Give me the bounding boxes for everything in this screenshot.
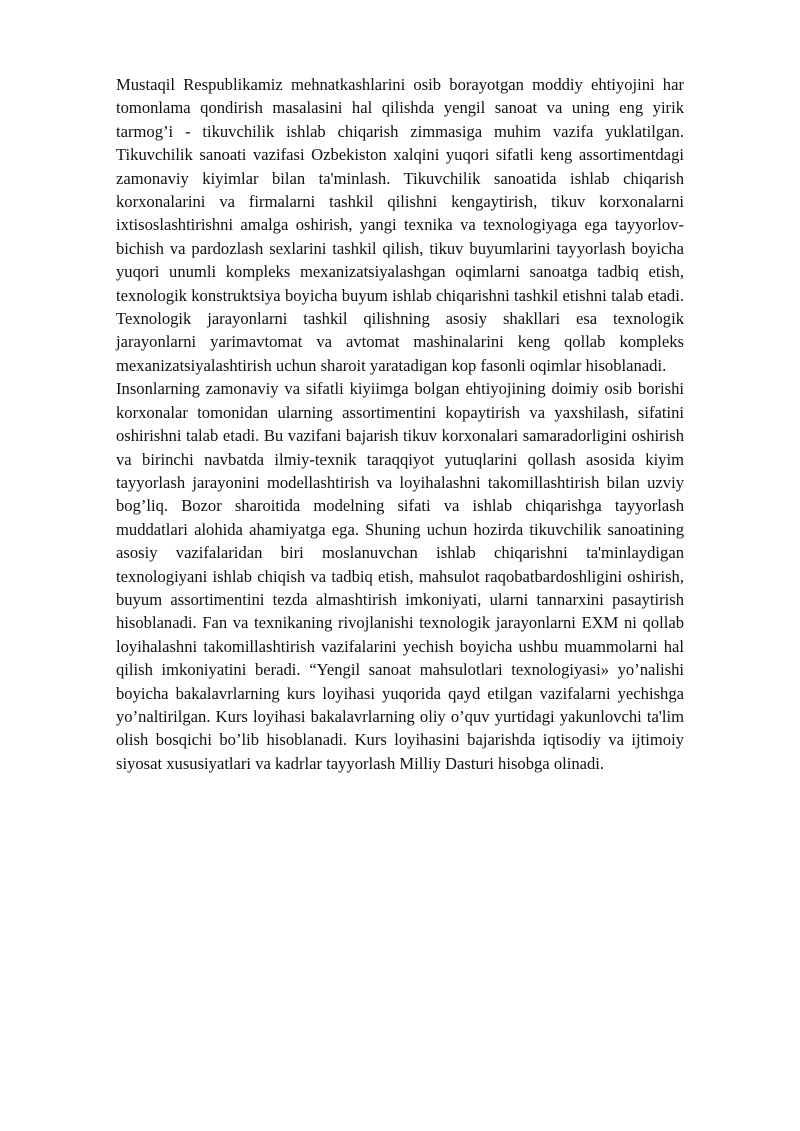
- document-body: [116, 73, 684, 775]
- paragraph-2: Insonlarning zamonaviy va sifatli kiyiimga bolgan ehtiyojining doimiy osib borishi korxonalar tomonidan ularning assortimentini kopaytirish va yaxshilash, sifatini oshirishni talab etadi. Bu vazifani bajarish tikuv korxonalari samaradorligini oshirish va birinchi navbatda ilmiy-texnik taraqqiyot yutuqlarini qollash asosida kiyim tayyorlash jarayonini modellashtirish va loyihalashni takomillashtirish bilan uzviy bog’liq. Bozor sharoitida modelning sifati va ishlab chiqarishga tayyorlash muddatlari alohida ahamiyatga ega. Shuning uchun hozirda tikuvchilik sanoatining asosiy vazifalaridan biri moslanuvchan ishlab chiqarishni ta'minlaydigan texnologiyani ishlab chiqish va tadbiq etish, mahsulot raqobatbardoshligini oshirish, buyum assortimentini tezda almashtirish imkoniyati, ularni tannarxini pasaytirish hisoblanadi. Fan va texnikaning rivojlanishi texnologik jarayonlarni EXM ni qollab loyihalashni takomillashtirish vazifalarini yechish boyicha ushbu muammolarni hal qilish imkoniyatini beradi. “Yengil sanoat mahsulotlari texnologiyasi» yo’nalishi boyicha bakalavrlarning kurs loyihasi yuqorida qayd etilgan vazifalarni yechishga yo’naltirilgan. Kurs loyihasi bakalavrlarning oliy o’quv yurtidagi yakunlovchi ta'lim olish bosqichi bo’lib hisoblanadi. Kurs loyihasini bajarishda iqtisodiy va ijtimoiy siyosat xususiyatlari va kadrlar tayyorlash Milliy Dasturi hisobga olinadi.: [116, 379, 684, 773]
- paragraph-1: Mustaqil Respublikamiz mehnatkashlarini osib borayotgan moddiy ehtiyojini har tomonlama qondirish masalasini hal qilishda yengil sanoat va uning eng yirik tarmog’i - tikuvchilik ishlab chiqarish zimmasiga muhim vazifa yuklatilgan. Tikuvchilik sanoati vazifasi Ozbekiston xalqini yuqori sifatli keng assortimentdagi zamonaviy kiyimlar bilan ta'minlash. Tikuvchilik sanoatida ishlab chiqarish korxonalarini va firmalarni tashkil qilishni kengaytirish, tikuv korxonalarni ixtisoslashtirishni amalga oshirish, yangi texnika va texnologiyaga ega tayyorlov-bichish va pardozlash sexlarini tashkil qilish, tikuv buyumlarini tayyorlash boyicha yuqori unumli kompleks mexanizatsiyalashgan oqimlarni sanoatga tadbiq etish, texnologik konstruktsiya boyicha buyum ishlab chiqarishni tashkil etishni talab etadi. Texnologik jarayonlarni tashkil qilishning asosiy shakllari esa texnologik jarayonlarni yarimavtomat va avtomat mashinalarini keng qollab kompleks mexanizatsiyalashtirish uchun sharoit yaratadigan kop fasonli oqimlar hisoblanadi.: [116, 75, 684, 375]
